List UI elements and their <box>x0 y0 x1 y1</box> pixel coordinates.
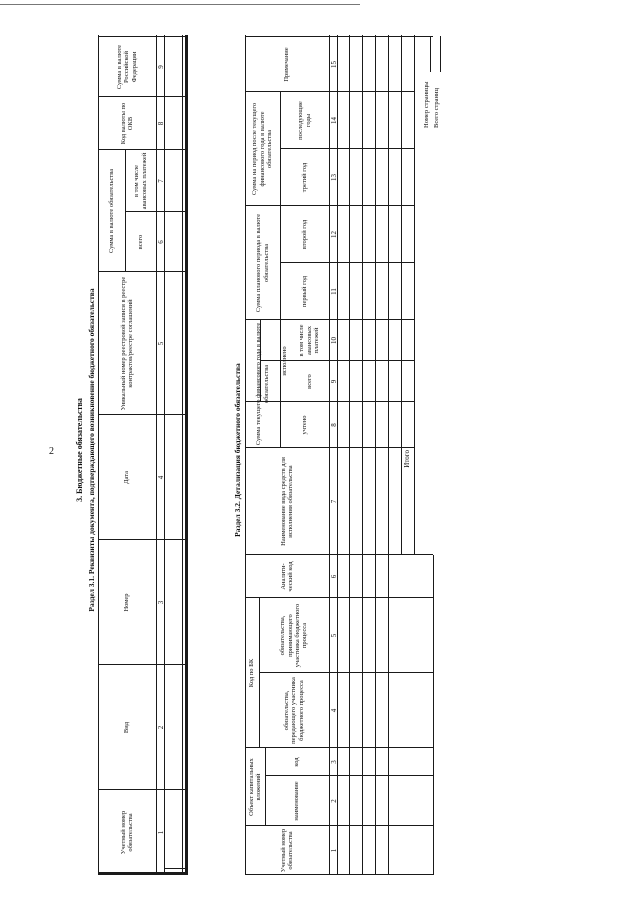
t1-colnum-9: 9 <box>157 65 165 69</box>
t2-header-name: наименование <box>293 781 301 821</box>
t1-colnum-3: 3 <box>157 600 165 605</box>
t1-colnum-1: 1 <box>157 830 165 835</box>
t1-colnum-6: 6 <box>157 240 165 244</box>
t2-header-year1: первый год <box>300 275 308 308</box>
page-number: 2 <box>49 446 54 457</box>
t2-colnum-11: 11 <box>330 288 338 295</box>
t2-header-code: код <box>293 757 301 767</box>
t1-frame-bottom <box>185 35 188 875</box>
t2-total-label: Итого <box>403 450 412 468</box>
t2-row-3 <box>375 35 376 875</box>
t2-colnum-12: 12 <box>330 231 338 238</box>
t2-colnum-9: 9 <box>330 379 338 384</box>
t2-header-incl-adv: в том числе авансовых платежей <box>298 324 321 357</box>
t2-colnum-7: 7 <box>330 499 338 504</box>
table2-title: Раздел 3.2. Детализация бюджетного обязательства <box>233 363 242 537</box>
t2-colnum-2: 2 <box>330 799 338 803</box>
t2-header-year2: второй год <box>300 219 308 250</box>
t1-header-nomer: Номер <box>123 593 131 612</box>
footer-total-pages-label: Всего страниц <box>433 88 440 128</box>
t2-header-next-years: последующие годы <box>297 101 312 140</box>
t1-header-vsego: всего <box>136 234 144 250</box>
t1-header-incl-adv: в том числе авансовых платежей <box>133 152 148 210</box>
t2-header-after: Сумма на период после текущего финансового года в валюте обязательства <box>251 102 274 196</box>
t2-colnum-3: 3 <box>330 760 338 764</box>
t2-colnum-8: 8 <box>330 423 338 427</box>
table1-title: Раздел 3.1. Реквизиты документа, подтверждающего возникновение бюджетного обязательства <box>87 288 96 612</box>
t1-header-unique: Уникальный номер реестровой записи в реестре контрактов/реестре соглашений <box>119 276 134 411</box>
t2-header-ispolneno: исполнено <box>281 346 289 376</box>
t1-colnum-4: 4 <box>157 475 165 480</box>
t2-row-1 <box>349 35 350 875</box>
t2-colnum-13: 13 <box>330 174 338 181</box>
t2-colnum-14: 14 <box>330 117 338 124</box>
t2-header-note: Примечание <box>283 47 291 82</box>
t2-row-2 <box>362 35 363 875</box>
t1-header-sum-rub: Сумма в валюте Российской Федерации <box>115 44 138 90</box>
t2-colnum-15: 15 <box>330 61 338 68</box>
t1-header-vid: Вид <box>123 721 131 734</box>
footer-page-no-label: Номер страницы <box>423 81 430 128</box>
t2-header-cur-year: Сумма текущего финансового года в валюте обязательства <box>255 322 270 446</box>
t1-header-acct: Учетный номер обязательства <box>119 810 134 855</box>
t2-frame-bottom <box>433 555 434 875</box>
t1-colnum-2: 2 <box>157 725 165 730</box>
t1-header-sum-cur: Сумма в валюте обязательства <box>107 168 115 254</box>
t1-header-okv: Код валюты по ОКВ <box>119 102 134 145</box>
t2-header-bk-accept: обязательства, принимающего участника бюджетного процесса <box>279 603 309 668</box>
t1-colnum-8: 8 <box>157 121 165 126</box>
t1-header-data: Дата <box>123 471 131 484</box>
t2-header-uchteno: учтено <box>300 415 308 435</box>
t1-colnum-7: 7 <box>157 179 165 183</box>
t2-header-vsego: всего <box>305 374 313 389</box>
t2-header-year3: третий год <box>300 162 308 193</box>
t2-header-analytic: Аналити-ческий код <box>279 561 294 592</box>
t2-row-4 <box>388 35 389 875</box>
section-title: 3. Бюджетные обязательства <box>75 398 84 502</box>
t2-header-exec-name: Наименование вида средств для исполнения обязательства <box>279 457 294 546</box>
t2-colnum-1: 1 <box>330 848 338 853</box>
t2-header-capital: Объект капитальных вложений <box>247 758 262 816</box>
t2-colnum-4: 4 <box>330 708 338 713</box>
t2-colnum-10: 10 <box>330 337 338 344</box>
footer-page-no-line <box>430 36 431 72</box>
t2-total-bottom <box>414 35 415 555</box>
t2-header-bk-transfer: обязательства, передающего участника бюджетного процесса <box>282 677 305 744</box>
t2-header-bk: Код по БК <box>248 658 256 688</box>
t1-colnum-5: 5 <box>157 341 165 346</box>
t2-header-plan: Сумма планового периода в валюте обязательства <box>255 213 270 313</box>
rotated-page <box>35 20 635 880</box>
top-rule <box>0 4 360 5</box>
t2-colnum-5: 5 <box>330 633 338 638</box>
t2-header-acct: Учетный номер обязательства <box>279 828 294 873</box>
footer-total-pages-line <box>440 36 441 72</box>
t1-datarow-inner <box>182 35 183 875</box>
t2-colnum-6: 6 <box>330 574 338 579</box>
